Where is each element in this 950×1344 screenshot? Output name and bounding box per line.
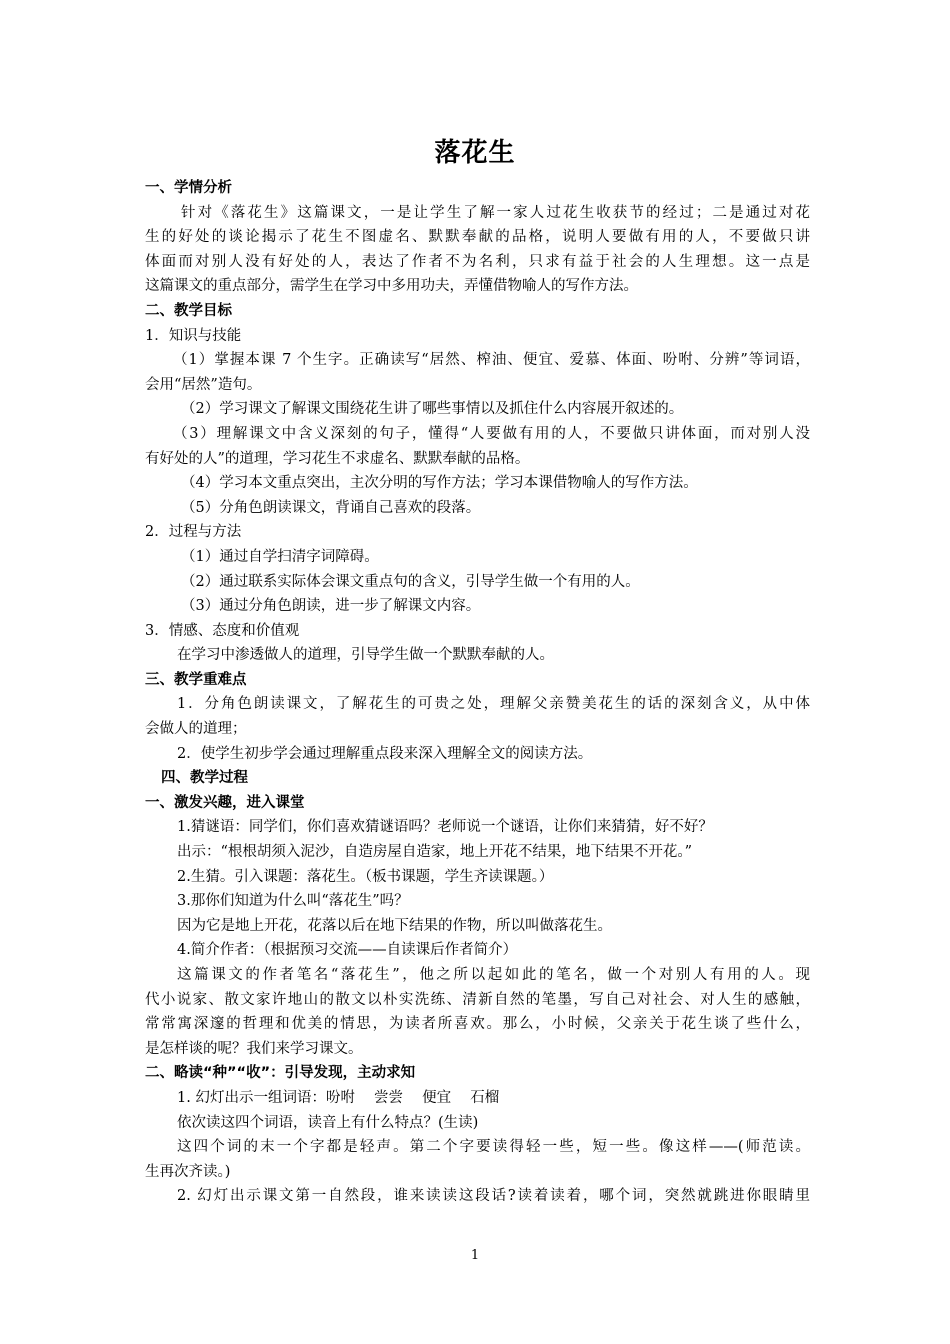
text-line: 出示：“根根胡须入泥沙，自造房屋自造家，地上开花不结果，地下结果不开花。”: [177, 844, 693, 861]
text-line: 依次读这四个词语，读音上有什么特点？(生读): [177, 1114, 479, 1131]
text-line: 生再次齐读。): [145, 1163, 231, 1180]
page-number: 1: [470, 1248, 480, 1263]
text-line: 3.那你们知道为什么叫“落花生”吗？: [177, 893, 409, 910]
text-line: 2.生猜。引入课题：落花生。（板书课题，学生齐读课题。）: [177, 868, 554, 885]
section-heading: 二、教学目标: [145, 302, 232, 319]
document-body: [145, 176, 810, 1209]
text-line: 2. 幻灯出示课文第一自然段，谁来读读这段话?读着读着，哪个词，突然就跳进你眼睛里: [177, 1188, 810, 1205]
text-line: 在学习中渗透做人的道理，引导学生做一个默默奉献的人。: [177, 647, 554, 664]
text-line: 会用“居然”造句。: [145, 376, 262, 393]
text-line: 这篇课文的重点部分，需学生在学习中多用功夫，弄懂借物喻人的写作方法。: [145, 278, 638, 295]
text-line: 1. 幻灯出示一组词语：吩咐 尝尝 便宜 石榴: [177, 1089, 500, 1106]
text-line: 会做人的道理；: [145, 721, 247, 738]
text-line: （2）通过联系实际体会课文重点句的含义，引导学生做一个有用的人。: [181, 573, 640, 590]
text-line: 这篇课文的作者笔名“落花生”，他之所以起如此的笔名，做一个对别人有用的人。现: [177, 967, 810, 983]
text-line: 体面而对别人没有好处的人，表达了作者不为名利，只求有益于社会的人生理想。这一点是: [145, 253, 810, 270]
section-heading: 二、略读“种”“收”：引导发现，主动求知: [145, 1065, 416, 1082]
text-line: （3）理解课文中含义深刻的句子，懂得“人要做有用的人，不要做只讲体面，而对别人没: [173, 425, 810, 442]
text-line: 4.简介作者：（根据预习交流——自读课后作者简介）: [177, 942, 518, 959]
text-line: 1.猜谜语：同学们，你们喜欢猜谜语吗？老师说一个谜语，让你们来猜猜，好不好？: [177, 819, 713, 836]
text-line: 有好处的人”的道理，学习花生不求虚名、默默奉献的品格。: [145, 450, 530, 467]
section-heading: 三、教学重难点: [145, 671, 247, 688]
text-line: 1．分角色朗读课文，了解花生的可贵之处，理解父亲赞美花生的话的深刻含义，从中体: [177, 696, 810, 713]
section-heading: 一、激发兴趣，进入课堂: [145, 794, 305, 811]
text-line: 2．过程与方法: [145, 524, 242, 541]
text-line: （1）通过自学扫清字词障碍。: [181, 548, 379, 565]
text-line: （3）通过分角色朗读，进一步了解课文内容。: [181, 598, 481, 615]
text-line: （4）学习本文重点突出，主次分明的写作方法；学习本课借物喻人的写作方法。: [181, 475, 698, 492]
text-line: 3．情感、态度和价值观: [145, 622, 300, 639]
section-heading: 四、教学过程: [161, 770, 248, 787]
text-line: 这四个词的末一个字都是轻声。第二个字要读得轻一些，短一些。像这样——(师范读。: [177, 1139, 810, 1156]
text-line: 生的好处的谈论揭示了花生不图虚名、默默奉献的品格，说明人要做有用的人，不要做只讲: [145, 229, 810, 246]
text-line: 因为它是地上开花，花落以后在地下结果的作物，所以叫做落花生。: [177, 917, 612, 934]
text-line: 常常寓深邃的哲理和优美的情思，为读者所喜欢。那么，小时候，父亲关于花生谈了些什么，: [145, 1016, 810, 1033]
text-line: （2）学习课文了解课文围绕花生讲了哪些事情以及抓住什么内容展开叙述的。: [181, 401, 684, 418]
section-heading: 一、学情分析: [145, 180, 232, 196]
text-line: （1）掌握本课 7 个生字。正确读写“居然、榨油、便宜、爱慕、体面、吩咐、分辨”等词语，: [173, 352, 810, 369]
text-line: （5）分角色朗读课文，背诵自己喜欢的段落。: [181, 499, 481, 516]
text-line: 1．知识与技能: [145, 327, 242, 344]
text-line: 代小说家、散文家许地山的散文以朴实洗练、清新自然的笔墨，写自己对社会、对人生的感触，: [145, 991, 810, 1008]
page-title: 落花生: [434, 138, 516, 168]
text-line: 针对《落花生》这篇课文，一是让学生了解一家人过花生收获节的经过；二是通过对花: [181, 204, 810, 221]
text-line: 2．使学生初步学会通过理解重点段来深入理解全文的阅读方法。: [177, 745, 593, 762]
text-line: 是怎样谈的呢？我们来学习课文。: [145, 1040, 363, 1057]
